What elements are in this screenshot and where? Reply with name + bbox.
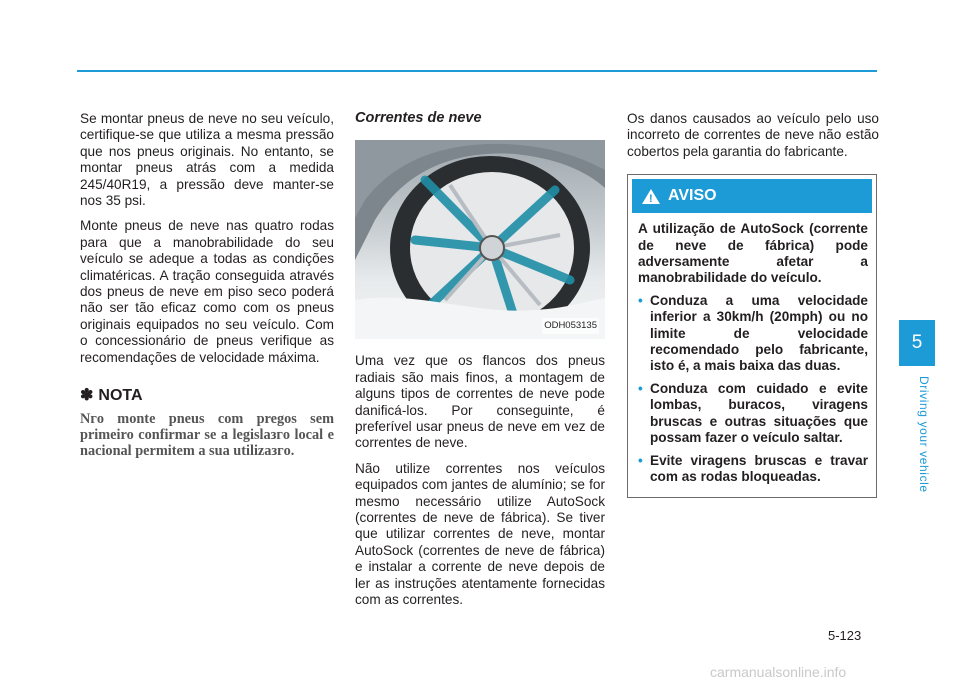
- paragraph-four-wheels: Monte pneus de neve nas quatro rodas para que a manobrabilidade do seu veículo se adeque a todas as condições climatéricas. A tração conseguida através dos pneus de neve em piso seco poderá não ser tão eficaz como com os pneus originais equipados no seu veículo. Com o concessionário de pneus verifique as recomendações de velocidade máxima.: [80, 218, 334, 365]
- note-title: NOTA: [98, 387, 143, 405]
- warning-intro: A utilização de AutoSock (corrente de neve de fábrica) pode adversamente afetar a manobrabilidade do veículo.: [638, 221, 868, 286]
- header-rule: [77, 70, 877, 72]
- paragraph-radial-tires: Uma vez que os flancos dos pneus radiais são mais finos, a montagem de alguns tipos de correntes de neve pode danificá-los. Por conseguinte, é preferível usar pneus de neve em vez de correntes de neve.: [355, 353, 605, 451]
- section-heading: Correntes de neve: [355, 110, 482, 126]
- paragraph-warranty: Os danos causados ao veículo pelo uso incorreto de correntes de neve não estão cobertos pela garantia do fabricante.: [627, 111, 879, 159]
- chapter-label: Driving your vehicle: [917, 376, 931, 493]
- column-middle: [355, 110, 605, 618]
- note-text: Nгo monte pneus com pregos sem primeiro confirmar se a legislaзгo local e nacional permitem a sua utilizaзгo.: [80, 410, 334, 460]
- asterisk-icon: ✽: [80, 387, 94, 405]
- image-code: ODH053135: [542, 318, 599, 334]
- watermark: carmanualsonline.info: [710, 664, 847, 680]
- warning-item-text: Conduza a uma velocidade inferior a 30km/h (20mph) ou no limite de velocidade recomendado pelo fabricante, isto é, a mais baixa das duas.: [650, 292, 868, 374]
- warning-item-text: Evite viragens bruscas e travar com as rodas bloqueadas.: [650, 452, 868, 484]
- warning-item: [638, 453, 868, 486]
- warning-item: [638, 381, 868, 447]
- warning-body: [628, 213, 876, 485]
- snow-sock-photo: [355, 140, 605, 339]
- warning-item-text: Conduza com cuidado e evite lombas, buracos, viragens bruscas e outras situações que possam fazer o veículo saltar.: [650, 380, 868, 446]
- paragraph-pressure: Se montar pneus de neve no seu veículo, certifique-se que utiliza a mesma pressão que nos pneus originais. No entanto, se montar pneus atrás com a medida 245/40R19, a pressão deve manter-se nos 35 psi.: [80, 111, 334, 209]
- chapter-tab: 5: [899, 320, 935, 366]
- warning-header: [632, 179, 872, 213]
- wheel-illustration: [355, 140, 605, 339]
- warning-item: [638, 293, 868, 375]
- page-number: 5-123: [828, 628, 862, 643]
- warning-list: [638, 293, 868, 485]
- bullet-icon: •: [638, 380, 643, 396]
- column-right: [627, 111, 879, 498]
- warning-box: [627, 174, 877, 498]
- paragraph-aluminum-wheels: Não utilize correntes nos veículos equipados com jantes de alumínio; se for mesmo necessário utilize AutoSock (correntes de neve de fábrica). Se tiver que utilizar correntes de neve, montar AutoSock (correntes de neve de fábrica) e instalar a corrente de neve depois de ler as instruções atentamente fornecidas com as correntes.: [355, 460, 605, 608]
- warning-triangle-icon: [642, 189, 660, 204]
- warning-title: AVISO: [668, 187, 717, 205]
- note-heading: [80, 388, 334, 404]
- bullet-icon: •: [638, 292, 643, 308]
- column-left: [80, 111, 334, 460]
- bullet-icon: •: [638, 452, 643, 468]
